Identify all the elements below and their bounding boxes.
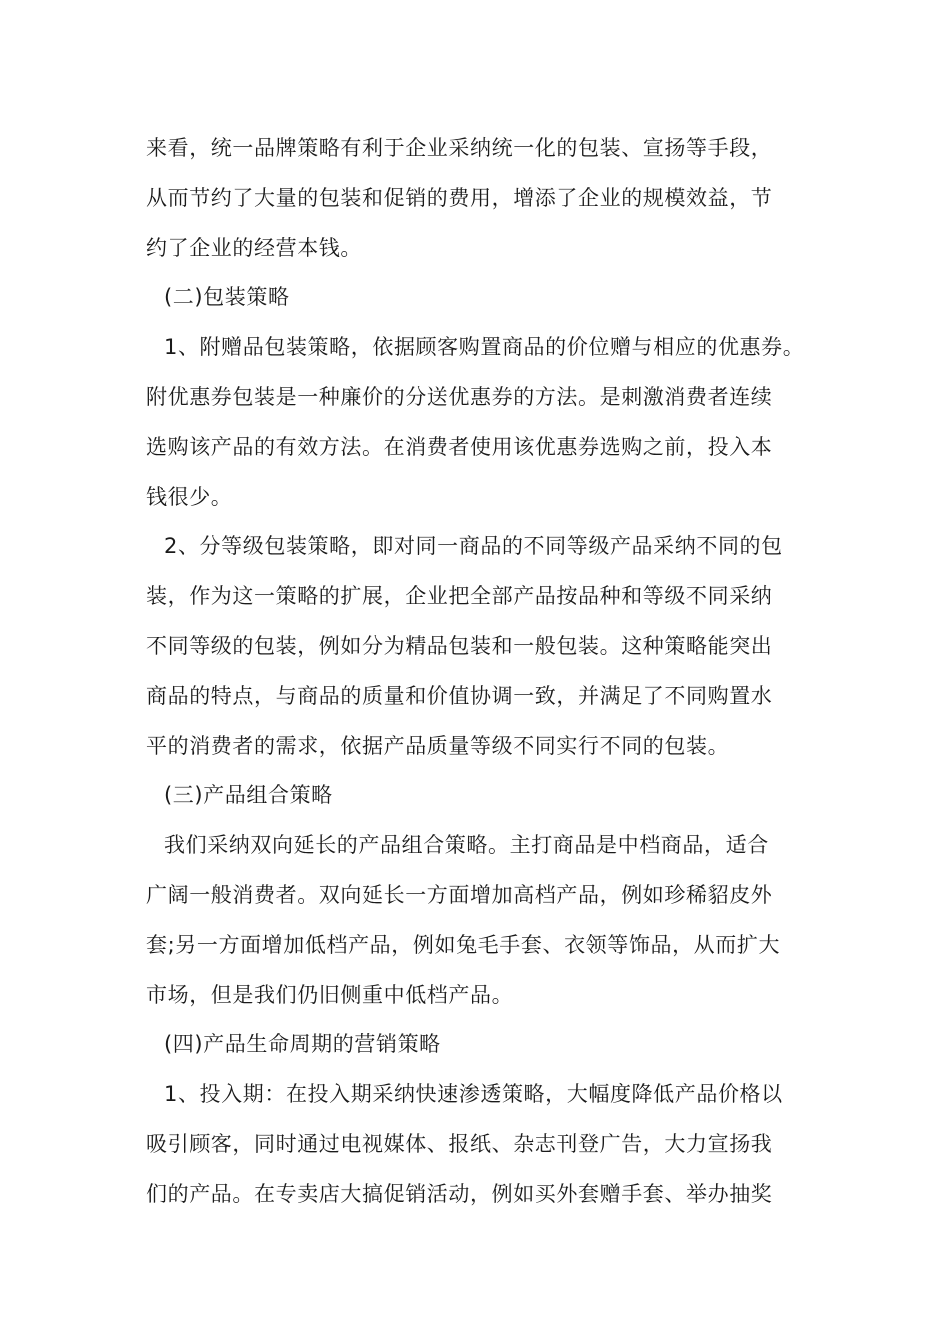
text-line: 我们采纳双向延长的产品组合策略。主打商品是中档商品，适合 — [164, 833, 769, 858]
text-line: 来看，统一品牌策略有利于企业采纳统一化的包装、宣扬等手段， — [146, 136, 773, 160]
text-line: 商品的特点，与商品的质量和价值协调一致，并满足了不同购置水 — [146, 683, 773, 708]
text-line: 约了企业的经营本钱。 — [146, 235, 362, 260]
section-heading: (三)产品组合策略 — [164, 783, 333, 808]
section-heading: (二)包装策略 — [164, 285, 290, 310]
section-heading: (四)产品生命周期的营销策略 — [164, 1032, 441, 1057]
text-line: 装，作为这一策略的扩展，企业把全部产品按品种和等级不同采纳 — [146, 584, 773, 609]
text-line: 附优惠券包装是一种廉价的分送优惠券的方法。是刺激消费者连续 — [146, 384, 773, 409]
text-line: 选购该产品的有效方法。在消费者使用该优惠券选购之前，投入本 — [146, 434, 773, 459]
text-line: 平的消费者的需求，依据产品质量等级不同实行不同的包装。 — [146, 733, 730, 758]
text-line: 1、附赠品包装策略，依据顾客购置商品的价位赠与相应的优惠券。 — [164, 335, 805, 360]
text-line: 1、投入期：在投入期采纳快速渗透策略，大幅度降低产品价格以 — [164, 1082, 783, 1107]
text-line: 2、分等级包装策略，即对同一商品的不同等级产品采纳不同的包 — [164, 534, 783, 559]
text-line: 广阔一般消费者。双向延长一方面增加高档产品，例如珍稀貂皮外 — [146, 882, 773, 907]
text-line: 们的产品。在专卖店大搞促销活动，例如买外套赠手套、举办抽奖 — [146, 1181, 773, 1206]
document-body — [146, 124, 816, 1220]
text-line: 吸引顾客，同时通过电视媒体、报纸、杂志刊登广告，大力宣扬我 — [146, 1131, 773, 1156]
text-line: 市场，但是我们仍旧侧重中低档产品。 — [146, 982, 514, 1007]
text-line: 钱很少。 — [146, 484, 233, 509]
text-line: 套;另一方面增加低档产品，例如兔毛手套、衣领等饰品，从而扩大 — [146, 932, 781, 957]
text-line: 不同等级的包装，例如分为精品包装和一般包装。这种策略能突出 — [146, 633, 773, 658]
text-line: 从而节约了大量的包装和促销的费用，增添了企业的规模效益，节 — [146, 185, 773, 210]
